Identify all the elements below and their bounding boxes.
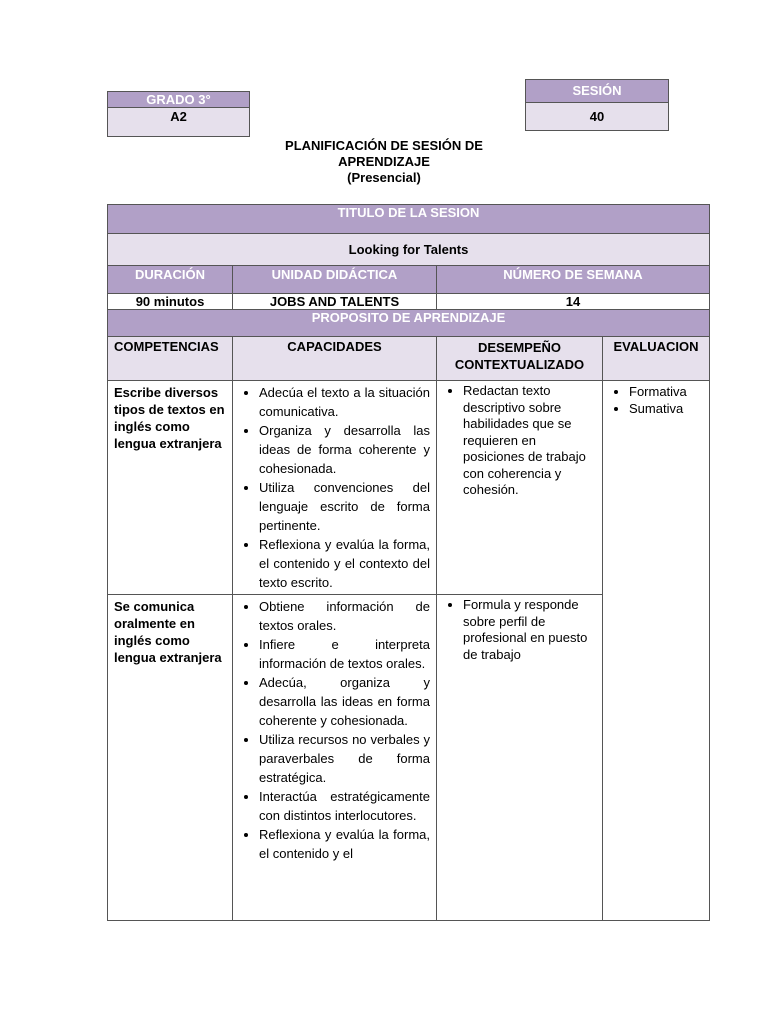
col-desempeno: DESEMPEÑO CONTEXTUALIZADO bbox=[437, 337, 603, 381]
list-item: • Organiza y desarrolla las ideas de forma coherente y cohesionada. bbox=[259, 421, 430, 478]
sesion-value: 40 bbox=[525, 102, 669, 131]
sesion-label: SESIÓN bbox=[525, 79, 669, 103]
desempeno-cell bbox=[437, 595, 603, 921]
grado-value: A2 bbox=[107, 107, 250, 137]
table-row bbox=[108, 381, 710, 595]
page-title bbox=[250, 138, 518, 186]
desempeno-cell bbox=[437, 381, 603, 595]
evaluacion-cell bbox=[603, 381, 710, 921]
competencia-cell: Se comunica oralmente en inglés como lengua extranjera bbox=[108, 595, 233, 921]
list-item: • Reflexiona y evalúa la forma, el contenido y el contexto del texto escrito. bbox=[259, 535, 430, 592]
duracion-label: DURACIÓN bbox=[108, 266, 233, 294]
duracion-value: 90 minutos bbox=[108, 294, 233, 310]
list-item: • Infiere e interpreta información de textos orales. bbox=[259, 635, 430, 673]
capacidades-cell bbox=[233, 595, 437, 921]
list-item: • Adecúa el texto a la situación comunicativa. bbox=[259, 383, 430, 421]
list-item: • Formativa bbox=[629, 383, 703, 400]
list-item: • Formula y responde sobre perfil de profesional en puesto de trabajo bbox=[463, 597, 596, 663]
competencia-cell: Escribe diversos tipos de textos en inglés como lengua extranjera bbox=[108, 381, 233, 595]
title-line-1: PLANIFICACIÓN DE SESIÓN DE bbox=[285, 138, 483, 153]
col-capacidades: CAPACIDADES bbox=[233, 337, 437, 381]
list-item: • Redactan texto descriptivo sobre habilidades que se requieren en posiciones de trabajo con coherencia y cohesión. bbox=[463, 383, 596, 499]
proposito-label: PROPOSITO DE APRENDIZAJE bbox=[108, 310, 710, 337]
list-item: • Interactúa estratégicamente con distintos interlocutores. bbox=[259, 787, 430, 825]
unidad-value: JOBS AND TALENTS bbox=[233, 294, 437, 310]
semana-label: NÚMERO DE SEMANA bbox=[437, 266, 710, 294]
list-item: • Obtiene información de textos orales. bbox=[259, 597, 430, 635]
col-evaluacion: EVALUACION bbox=[603, 337, 710, 381]
list-item: • Utiliza recursos no verbales y paraverbales de forma estratégica. bbox=[259, 730, 430, 787]
grado-label: GRADO 3° bbox=[107, 91, 250, 108]
title-line-2: APRENDIZAJE bbox=[338, 154, 430, 169]
col-competencias: COMPETENCIAS bbox=[108, 337, 233, 381]
title-line-3: (Presencial) bbox=[347, 170, 421, 185]
titulo-label: TITULO DE LA SESION bbox=[108, 205, 710, 234]
unidad-label: UNIDAD DIDÁCTICA bbox=[233, 266, 437, 294]
semana-value: 14 bbox=[437, 294, 710, 310]
list-item: • Reflexiona y evalúa la forma, el contenido y el bbox=[259, 825, 430, 863]
session-table bbox=[107, 204, 710, 921]
titulo-value: Looking for Talents bbox=[108, 234, 710, 266]
list-item: • Utiliza convenciones del lenguaje escrito de forma pertinente. bbox=[259, 478, 430, 535]
list-item: • Adecúa, organiza y desarrolla las ideas en forma coherente y cohesionada. bbox=[259, 673, 430, 730]
capacidades-cell bbox=[233, 381, 437, 595]
list-item: • Sumativa bbox=[629, 400, 703, 417]
